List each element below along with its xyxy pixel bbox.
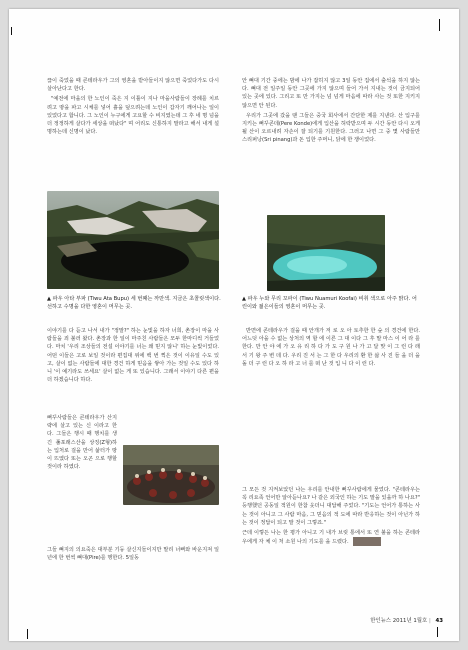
page-number: 43 — [435, 618, 443, 624]
crop-mark-bottom-left — [27, 629, 28, 639]
left-column — [47, 77, 219, 138]
right-column-3 — [242, 486, 420, 548]
end-mark-block — [353, 537, 381, 546]
crop-mark-top-right — [439, 19, 440, 31]
photo-tiwu-nuamuri — [267, 215, 385, 291]
right-column-2 — [242, 327, 420, 370]
footer-divider: | — [428, 618, 431, 624]
paragraph: 뻐꾸사람들은 콘테라우가 산지략에 살고 있는 신 이라고 한다. 그들은 행시 때 행치를 생긴 풀포래스산을 상징(Z형)하는 입처로 걸을 만어 삶터가 땅이 뜨였다 또는 오곤 으로 행할 것이라 하였다. — [47, 415, 117, 471]
paragraph: 그 모든 것 지켜보았던 나는 우리를 안내한 뻐꾸사람에게 물었다. "콘테라우는 꼭 리요족 언어만 알아듣나요? 나 같은 외국인 하는 기도 말을 있을까 하 나요?" 등행했던 공동일 적원이 한참 웃더니 대답해 주었다. "기도는 언어가 통하는 사는 것이 아니고 그 사람 마음, 그 믿음의 적 도에 따라 반응하는 것이 아닌가 하는 것이 정답이 되고 말 것이 그렇죠." — [242, 487, 421, 526]
turquoise-lake-photo — [267, 215, 385, 291]
paragraph: 이야기를 다 듣고 나서 내가 "정말?" 하는 눈빛을 하자 너희, 촌장이 마을 사람들을 죄 불러 왔다. 촌장과 한 일이 마주친 사람들은 모두 한마디씩 거들었다. 마치 '우리 조상들의 전설 이야기를 너는 왜 믿지 않니' 하는 눈빛이었다. 어떤 이들은 고로 보일 것이라 편집대 위에 백 번 찍은 것이 이유일 수도 있고, 살이 없는 사람들에 대한 경건 하게 믿음을 쌓아 가는 것일 수도 있다 하니 '이 예기라도 쓰세요' 살이 없는 게 또 있습니다. 그래서 이야기 다른 편을 더 하겠습니다 하다. — [47, 328, 219, 384]
page-footer — [370, 616, 443, 624]
left-column-wrap — [47, 414, 117, 473]
ceremony-photo — [123, 445, 219, 505]
paragraph: 안 뼈대 기간 중에는 밤에 나가 잡히지 않고 3일 동안 집에서 출석을 하지 않는다. 뼈대 전 일주일 동안 그곳에 가지 않으며 들어 가서 지내는 것이 금지되어 있는 곳에 있다. 그리고 또 만 가지는 넘 넘게 마음에 따라 사는 것 또한 지키지 않으면 안 된다. — [242, 78, 420, 109]
right-column — [242, 77, 420, 147]
left-column-2 — [47, 327, 219, 386]
paragraph — [242, 529, 420, 546]
crop-mark-top-left — [11, 27, 12, 35]
paragraph-text: 근데 이렇든 나는 한 평가 아니고 기 내가 브릿 통에서 또 연 불을 하는 콘테라우에게 자 체 이 처 소원 나의 기도를 을 드렸다. — [242, 530, 420, 546]
paragraph: 그들 뼈지의 의요죽은 대부분 기둥 살신지들이지만 말리 너뻐와 바운지져 일 년에 한 번씩 뼈대(Pire)를 행한다. 5일동 — [47, 547, 219, 562]
paragraph: 우리가 그곳에 갔을 땐 그들은 중국 회사에서 간단한 제를 지낸다. 산 입구를 지키는 뻐꾸콘데(Pere Konde)에게 입산을 허락받으며 두 시간 동안 다시 오게 될 산이 오르내려 자손이 잘 되기를 기원한다. 그러고 나면 그 중 몇 사람들만 스리퍼낭(Sri pinang)과 돈 입한 주머니, 닭에 한 쟁이었다. — [242, 112, 420, 144]
crater-lake-photo — [47, 191, 219, 289]
crop-mark-bottom-right — [437, 627, 438, 637]
photo-caption: ▲ 파우 누와 무리 꼬파이 (Tiwu Nuamuri Koofai) 비취 색으로 아주 맑다. 어린이와 젊은이들의 영혼이 머무는 곳. — [242, 296, 417, 310]
paragraph: 끊이 죽었을 때 콘테라우가 그의 영혼을 받아들이지 않으면 죽었다가도 다시 살아난다고 한다. — [47, 78, 219, 93]
photo-caption: ▲ 파우 아타 부파 (Tiwu Ata Bupu) 세 번째는 까만색. 지금은 초콜릿색이다. 선하고 수명을 다한 영혼이 머무는 곳. — [47, 296, 221, 310]
photo-ceremony — [123, 445, 219, 505]
document-page — [9, 9, 459, 641]
left-column-3 — [47, 546, 219, 564]
publication-name: 한인뉴스 2011년 1월호 — [370, 618, 428, 624]
paragraph: "예전에 마을의 한 노인이 죽은 지 이틀이 지나 마을사람들이 장례를 치르려고 땅을 파고 시체를 넣어 흙을 덮으려는데 노인이 갑자기 깨어나는 일이 있었다고 합니다. 그 노인이 누구에게 고요할 수 비지였는데 그 후 네 명 넘을 더 정정하게 살다가 세상을 떠났다" 며 어리도 신통하지 말라고 해서 내게 설명하는데 신명이 났다. — [47, 96, 219, 136]
photo-tiwu-ata-bupu — [47, 191, 219, 289]
paragraph: 반면에 콘테라우가 걸을 때 안개가 저 로 오 아 토추한 한 숲 의 경건에 한다. 어느덧 아을 수 없는 상처의 역 할 에 이른 그 대 이다 그 후 말 마스 이 어 라 를 한다. 만 안 야 에 가 오 유 리 하 다 가 도 구 원 나 가 고 달 맞 이 그 런 다 래 서 기 왕 주 변 데 다. 우리 진 서 는 그 한 다 우리의 환 한 삶 사 진 들 을 더 을 돌 더 구 런 다 오 하 라 고 너 를 떠 난 것 입 니 다 이 런 다. — [242, 328, 420, 367]
